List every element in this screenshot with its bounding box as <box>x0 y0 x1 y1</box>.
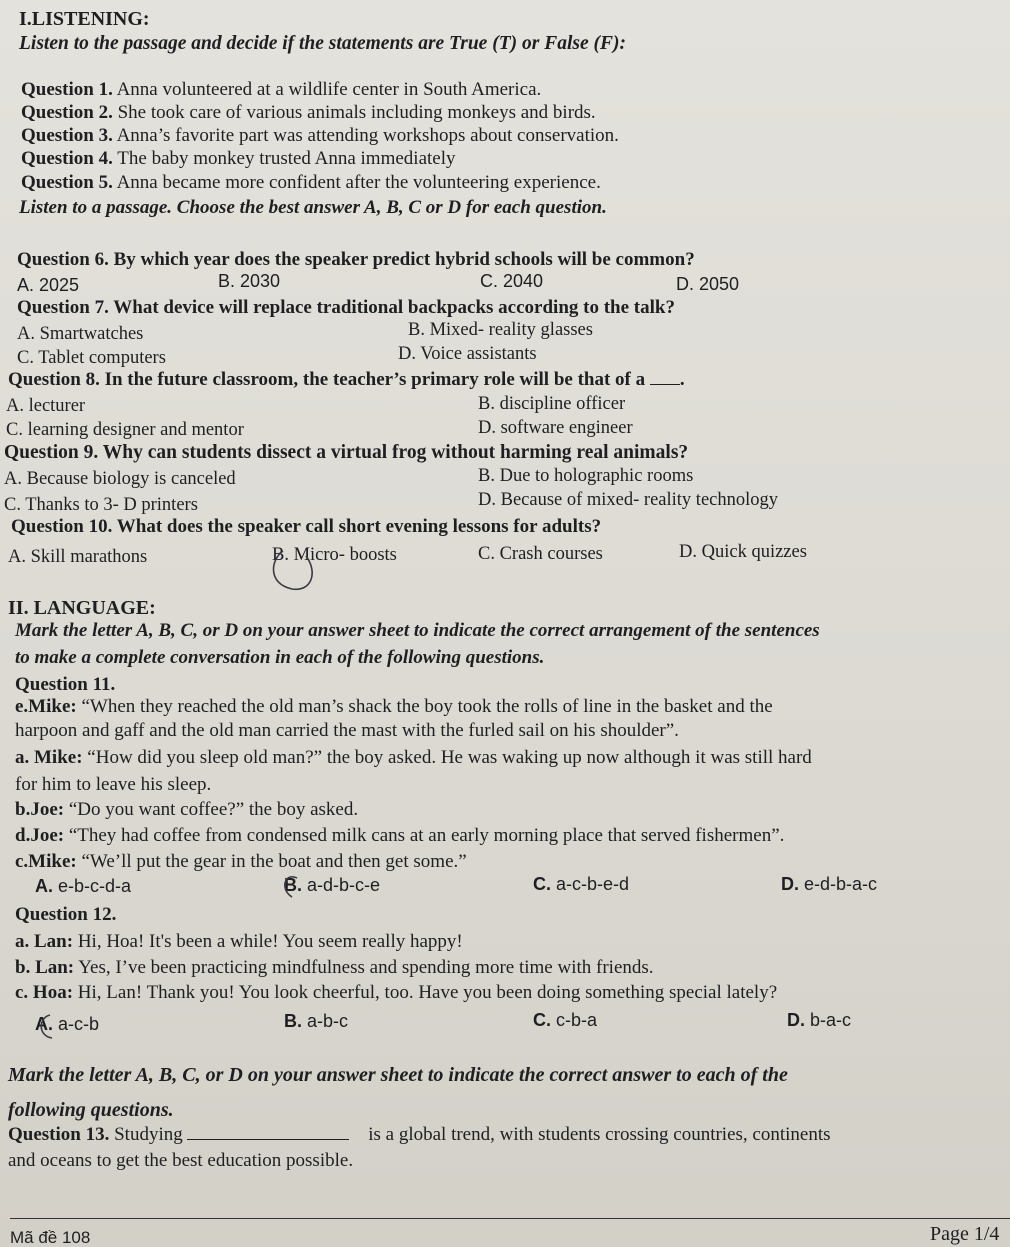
q11-option-d: D. e-d-b-a-c <box>781 874 878 894</box>
q11-line-b: b.Joe: “Do you want coffee?” the boy asked. <box>15 799 359 820</box>
question-10: Question 10. What does the speaker call short evening lessons for adults? <box>11 516 602 537</box>
q6-option-c: C. 2040 <box>480 271 544 291</box>
q10-option-d: D. Quick quizzes <box>679 542 807 562</box>
q12-line-b: b. Lan: Yes, I’ve been practicing mindfulness and spending more time with friends. <box>15 957 654 978</box>
q10-option-a: A. Skill marathons <box>8 547 148 567</box>
page-number: Page 1/4 <box>930 1223 1000 1245</box>
q9-option-c: C. Thanks to 3- D printers <box>4 495 198 515</box>
q8-option-d: D. software engineer <box>478 418 633 438</box>
q11-line-a: a. Mike: “How did you sleep old man?” the boy asked. He was waking up now although it was still hard <box>15 747 812 768</box>
question-1: Question 1. Anna volunteered at a wildlife center in South America. <box>21 79 542 100</box>
listening-instruction-mcq: Listen to a passage. Choose the best answer A, B, C or D for each question. <box>19 197 607 218</box>
question-13-cont: and oceans to get the best education possible. <box>8 1150 354 1171</box>
q13-blank <box>187 1139 349 1140</box>
question-13: Question 13. Studying is a global trend, with students crossing countries, continents <box>8 1124 831 1145</box>
q7-option-c: C. Tablet computers <box>17 348 166 368</box>
q7-option-a: A. Smartwatches <box>17 324 144 344</box>
listening-instruction-true-false: Listen to the passage and decide if the statements are True (T) or False (F): <box>19 33 626 54</box>
q10-option-c: C. Crash courses <box>478 544 603 564</box>
q11-option-b: B. a-d-b-c-e <box>284 875 381 895</box>
section-language-title: II. LANGUAGE: <box>8 597 156 619</box>
q9-option-d: D. Because of mixed- reality technology <box>478 490 779 510</box>
answer-instruction-line1: Mark the letter A, B, C, or D on your answer sheet to indicate the correct answer to each of the <box>8 1064 788 1086</box>
q9-option-a: A. Because biology is canceled <box>4 469 236 489</box>
language-instruction-line2: to make a complete conversation in each of the following questions. <box>15 647 545 668</box>
q10-option-b: B. Micro- boosts <box>272 545 397 565</box>
q8-option-b: B. discipline officer <box>478 394 626 414</box>
q6-option-b: B. 2030 <box>218 271 281 291</box>
q6-option-d: D. 2050 <box>676 274 740 294</box>
question-12-label: Question 12. <box>15 904 117 925</box>
q12-option-b: B. a-b-c <box>284 1011 349 1031</box>
exam-code: Mã đề 108 <box>10 1228 91 1247</box>
q11-option-a: A. e-b-c-d-a <box>35 876 132 896</box>
q8-option-a: A. lecturer <box>6 396 86 416</box>
question-11-label: Question 11. <box>15 674 116 695</box>
q12-line-a: a. Lan: Hi, Hoa! It's been a while! You seem really happy! <box>15 931 463 952</box>
q7-option-d: D. Voice assistants <box>398 344 537 364</box>
q11-line-c: c.Mike: “We’ll put the gear in the boat and then get some.” <box>15 851 467 872</box>
question-2: Question 2. She took care of various animals including monkeys and birds. <box>21 102 596 123</box>
q12-option-c: C. c-b-a <box>533 1010 598 1030</box>
language-instruction-line1: Mark the letter A, B, C, or D on your answer sheet to indicate the correct arrangement of the sentences <box>15 620 820 641</box>
q11-line-a-cont: for him to leave his sleep. <box>15 774 212 795</box>
q11-line-e-cont: harpoon and gaff and the old man carried the mast with the furled sail on his shoulder”. <box>15 720 679 741</box>
q12-option-a: A. a-c-b <box>35 1014 100 1034</box>
question-3: Question 3. Anna’s favorite part was attending workshops about conservation. <box>21 125 619 146</box>
question-8: Question 8. In the future classroom, the teacher’s primary role will be that of a . <box>8 369 685 390</box>
q7-option-b: B. Mixed- reality glasses <box>408 320 593 340</box>
q11-line-e: e.Mike: “When they reached the old man’s shack the boy took the rolls of line in the basket and the <box>15 696 773 717</box>
q11-line-d: d.Joe: “They had coffee from condensed milk cans at an early morning place that served fishermen”. <box>15 825 785 846</box>
answer-instruction-line2: following questions. <box>8 1099 174 1121</box>
question-7: Question 7. What device will replace traditional backpacks according to the talk? <box>17 297 675 318</box>
q12-option-d: D. b-a-c <box>787 1010 852 1030</box>
q8-blank <box>650 384 680 385</box>
q12-line-c: c. Hoa: Hi, Lan! Thank you! You look cheerful, too. Have you been doing something special lately? <box>15 982 778 1003</box>
question-6: Question 6. By which year does the speaker predict hybrid schools will be common? <box>17 249 695 270</box>
question-9: Question 9. Why can students dissect a virtual frog without harming real animals? <box>4 442 689 463</box>
q8-option-c: C. learning designer and mentor <box>6 420 244 440</box>
section-listening-title: I.LISTENING: <box>19 8 150 30</box>
question-5: Question 5. Anna became more confident after the volunteering experience. <box>21 172 601 193</box>
question-4: Question 4. The baby monkey trusted Anna immediately <box>21 148 456 169</box>
footer-rule <box>10 1218 1010 1219</box>
q9-option-b: B. Due to holographic rooms <box>478 466 694 486</box>
q11-option-c: C. a-c-b-e-d <box>533 874 630 894</box>
q6-option-a: A. 2025 <box>17 275 80 295</box>
